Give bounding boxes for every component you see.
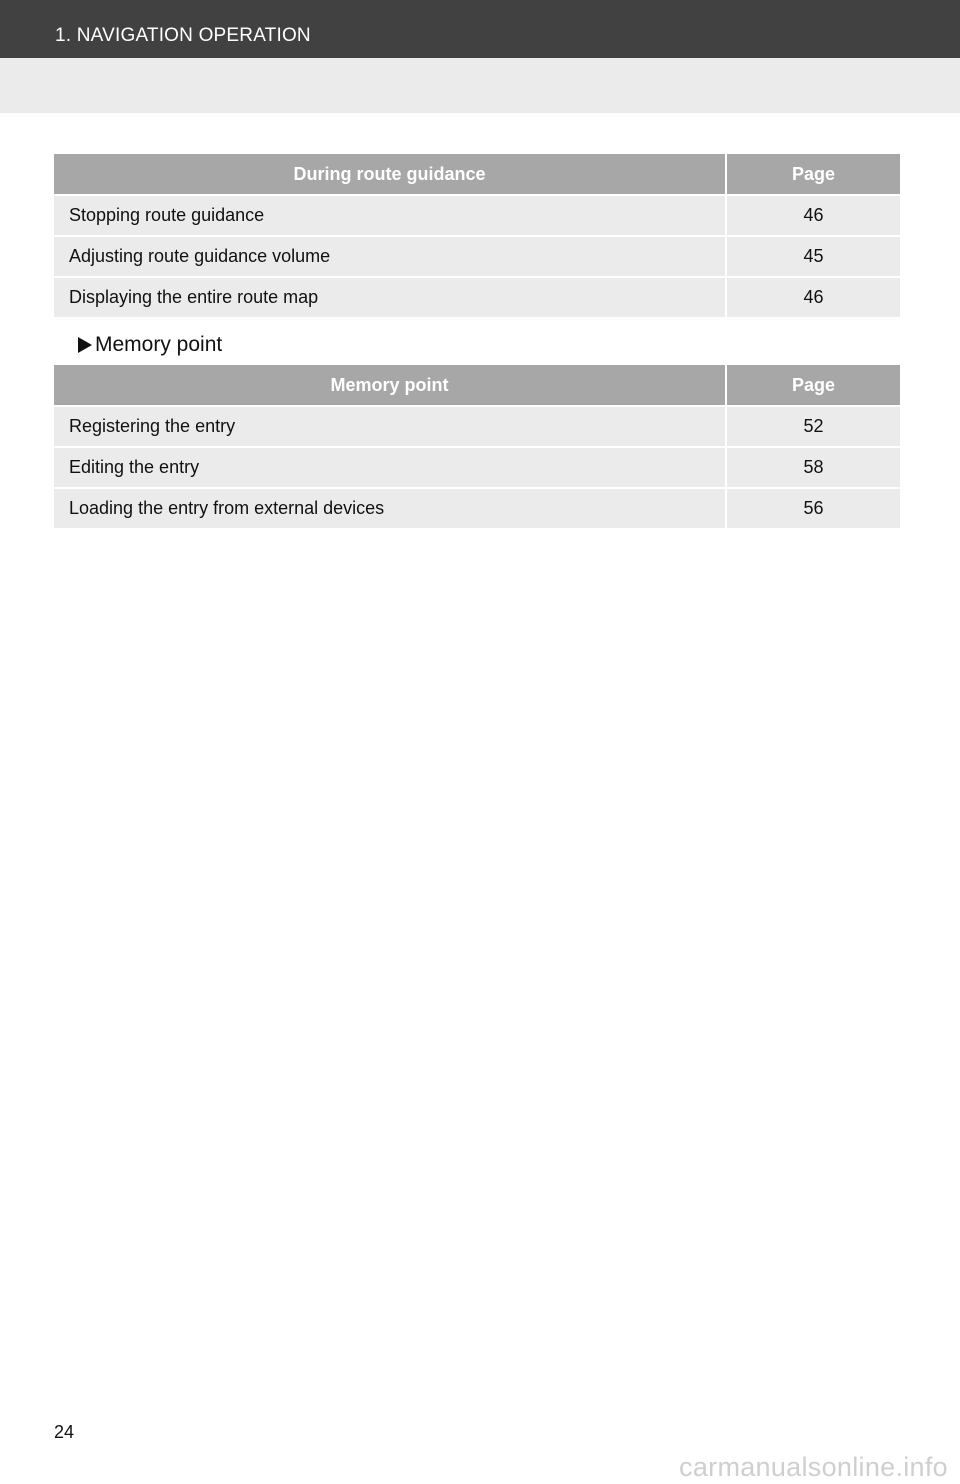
table-row	[54, 236, 900, 277]
memory-point-subheading	[78, 333, 222, 357]
table-row	[54, 447, 900, 488]
header-bar	[0, 0, 960, 58]
column-header-page: Page	[726, 154, 900, 195]
table-row	[54, 195, 900, 236]
guidance-reference-table	[54, 154, 900, 319]
page-cell: 46	[726, 277, 900, 318]
page-cell: 52	[726, 406, 900, 447]
watermark: carmanualsonline.info	[679, 1452, 948, 1482]
topic-cell: Registering the entry	[54, 406, 726, 447]
topic-cell: Adjusting route guidance volume	[54, 236, 726, 277]
section-title: 1. NAVIGATION OPERATION	[55, 25, 311, 46]
column-header-topic: During route guidance	[54, 154, 726, 195]
topic-cell: Displaying the entire route map	[54, 277, 726, 318]
page-cell: 46	[726, 195, 900, 236]
topic-cell: Stopping route guidance	[54, 195, 726, 236]
right-triangle-icon	[78, 337, 92, 353]
subheading-label: Memory point	[95, 333, 223, 356]
memory-point-reference-table	[54, 365, 900, 530]
column-header-topic: Memory point	[54, 365, 726, 406]
header-band	[0, 58, 960, 113]
topic-cell: Editing the entry	[54, 447, 726, 488]
table-row	[54, 488, 900, 529]
table-row	[54, 277, 900, 318]
page-cell: 58	[726, 447, 900, 488]
table-row	[54, 406, 900, 447]
table-header-row	[54, 154, 900, 195]
page-number: 24	[54, 1422, 75, 1442]
page-cell: 56	[726, 488, 900, 529]
topic-cell: Loading the entry from external devices	[54, 488, 726, 529]
table-header-row	[54, 365, 900, 406]
page-cell: 45	[726, 236, 900, 277]
column-header-page: Page	[726, 365, 900, 406]
